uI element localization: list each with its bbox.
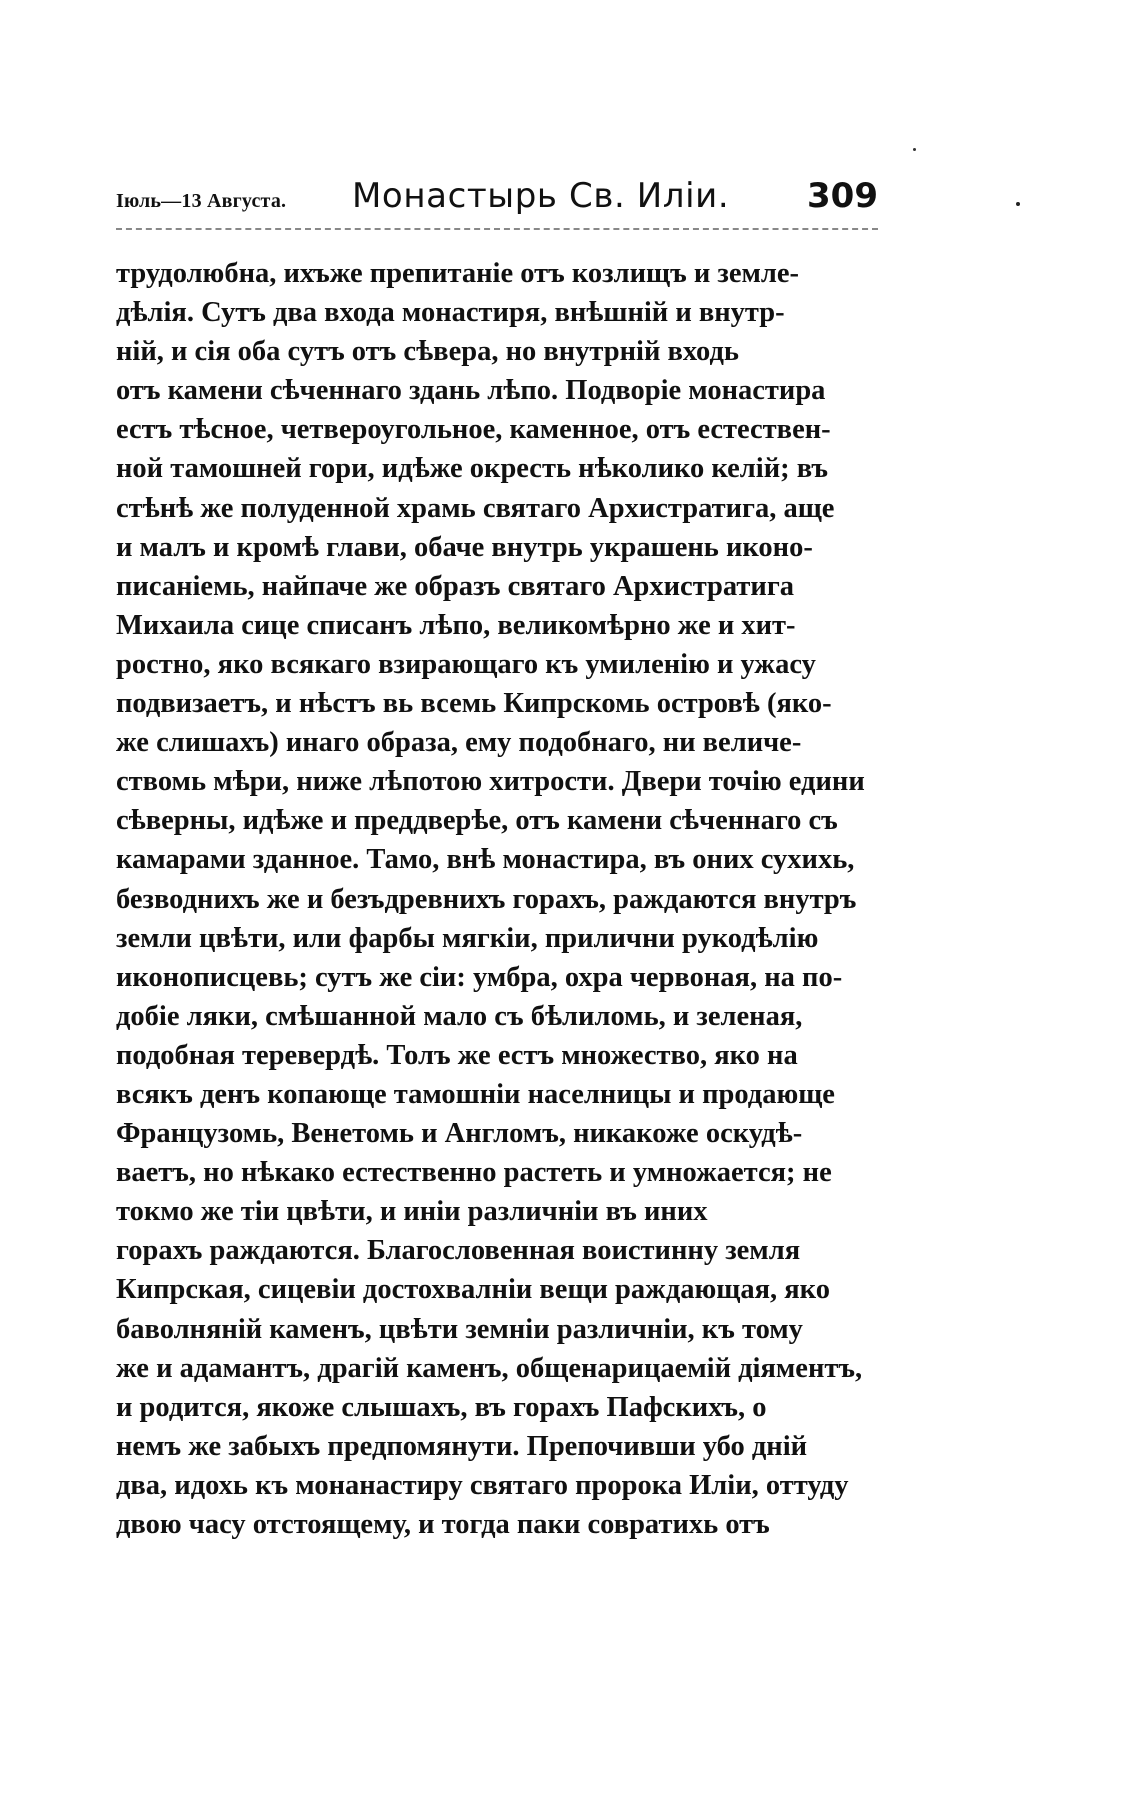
text-line: отъ камени сѣченнаго здань лѣпо. Подворіе монастира — [116, 375, 826, 407]
text-line: токмо же тіи цвѣти, и иніи различніи въ иних — [116, 1196, 708, 1228]
text-line: и родится, якоже слышахъ, въ горахъ Пафскихъ, о — [116, 1391, 767, 1423]
header-title: Монастырь Св. Иліи. — [352, 176, 730, 216]
text-line: немъ же забыхъ предпомянути. Препочивши убо дній — [116, 1430, 808, 1462]
text-line: ной тамошней гори, идѣже окресть нѣколико келій; въ — [116, 453, 829, 485]
text-line: сѣверны, идѣже и преддверѣе, отъ камени сѣченнаго съ — [116, 805, 838, 837]
running-header — [116, 176, 878, 226]
scan-speck — [913, 148, 916, 151]
text-line: дѣлія. Сутъ два входа монастиря, внѣшній и внутр- — [116, 297, 785, 329]
text-line: и малъ и кромѣ глави, обаче внутрь украшень иконо- — [116, 531, 813, 563]
text-line: Кипрская, сицевіи достохвалніи вещи раждающая, яко — [116, 1274, 830, 1306]
text-line: двою часу отстоящему, и тогда паки совратихь отъ — [116, 1509, 770, 1540]
body-text — [116, 254, 878, 1544]
text-line: баволняній каменъ, цвѣти земніи различніи, къ тому — [116, 1313, 803, 1345]
text-line: же и адамантъ, драгій каменъ, общенарицаемій діяментъ, — [116, 1352, 863, 1384]
text-line: ваетъ, но нѣкако естественно растеть и умножается; не — [116, 1157, 832, 1189]
text-line: иконописцевь; сутъ же сіи: умбра, охра червоная, на по- — [116, 961, 843, 993]
text-line: ростно, яко всякаго взирающаго къ умиленію и ужасу — [116, 648, 816, 680]
text-line: писаніемь, найпаче же образъ святаго Архистратига — [116, 570, 795, 602]
text-line: ній, и сія оба сутъ отъ сѣвера, но внутрній входь — [116, 336, 739, 368]
text-line: стѣнѣ же полуденной храмь святаго Архистратига, аще — [116, 492, 835, 524]
page-number: 309 — [807, 176, 878, 216]
text-line: же слишахъ) инаго образа, ему подобнаго, ни величе- — [116, 727, 802, 759]
text-line: трудолюбна, ихъже препитаніе отъ козлищъ и земле- — [116, 258, 800, 289]
text-line: горахъ раждаются. Благословенная воистинну земля — [116, 1235, 801, 1267]
text-line: безводнихъ же и безъдревнихъ горахъ, раждаются внутръ — [116, 883, 857, 915]
text-line: ствомь мѣри, ниже лѣпотою хитрости. Двери точію едини — [116, 766, 865, 798]
text-line: земли цвѣти, или фарбы мягкіи, прилични рукодѣлію — [116, 922, 819, 954]
text-line: подвизаетъ, и нѣстъ вь всемь Кипрскомь островѣ (яко- — [116, 688, 832, 720]
text-line: естъ тѣсное, четвероугольное, каменное, отъ естествен- — [116, 414, 831, 446]
header-date-range: Іюль—13 Августа. — [116, 190, 287, 212]
text-line: Французомь, Венетомь и Англомъ, никакоже оскудѣ- — [116, 1118, 803, 1150]
scan-speck — [1016, 202, 1020, 206]
text-line: два, идохь къ монанастиру святаго пророка Иліи, оттуду — [116, 1469, 849, 1501]
text-line: добіе ляки, смѣшанной мало съ бѣлиломь, и зеленая, — [116, 1000, 803, 1032]
text-line: подобная теревердѣ. Толъ же естъ множество, яко на — [116, 1039, 798, 1071]
text-line: Михаила сице списанъ лѣпо, великомѣрно же и хит- — [116, 609, 796, 641]
text-line: всякъ денъ копающе тамошніи населницы и продающе — [116, 1078, 835, 1110]
header-rule — [116, 228, 878, 230]
text-line: камарами зданное. Тамо, внѣ монастира, въ оних сухихь, — [116, 844, 855, 876]
